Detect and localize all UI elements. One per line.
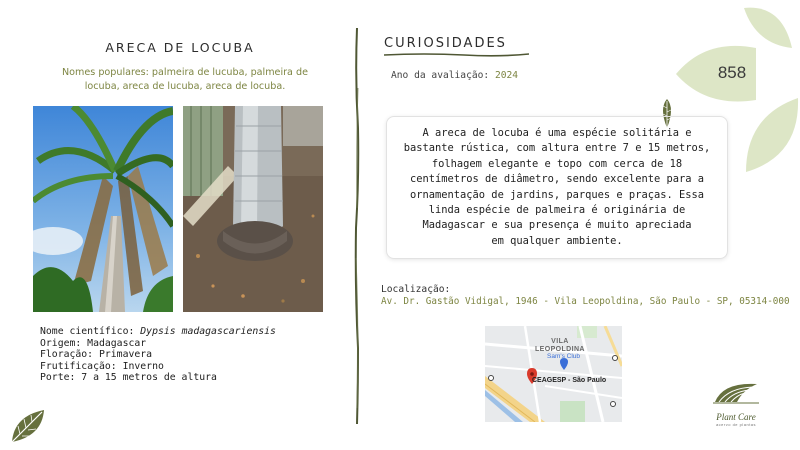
curiosity-line: em qualquer ambiente.	[491, 234, 623, 247]
title-underline	[384, 52, 529, 58]
size-row: Porte: 7 a 15 metros de altura	[40, 372, 217, 384]
map-neighborhood-line-1: VILA	[551, 338, 569, 345]
brand-block	[700, 380, 772, 427]
brand-tagline: acervo de plantas	[715, 422, 757, 427]
location-map[interactable]	[485, 326, 622, 422]
flowering-row: Floração: Primavera	[40, 349, 153, 361]
curiosity-card	[386, 116, 728, 259]
evaluation-year-value: 2024	[494, 70, 519, 81]
scientific-name-value: Dypsis madagascariensis	[140, 326, 276, 337]
map-place-label: CEAGESP - São Paulo	[532, 377, 607, 384]
location-label: Localização:	[381, 284, 451, 295]
curiosity-line: centímetros de diâmetro, sendo excelente para a	[409, 173, 705, 186]
popular-names	[40, 66, 330, 94]
curiosity-line: folhagem elegante e topo com cerca de 18	[431, 157, 683, 170]
popular-names-line-1: Nomes populares: palmeira de lucuba, palmeira de	[62, 67, 308, 78]
curiosity-text	[404, 126, 711, 249]
plant-facts	[40, 326, 276, 384]
evaluation-year	[391, 70, 518, 81]
scientific-name-label: Nome científico:	[40, 326, 135, 337]
popular-names-line-2: locuba, areca de lucuba, areca de locuba.	[84, 81, 286, 92]
location-address[interactable]: Av. Dr. Gastão Vidigal, 1946 - Vila Leopoldina, São Paulo - SP, 05314-000	[381, 296, 790, 307]
origin-row: Origem: Madagascar	[40, 337, 147, 349]
curiosity-line: A areca de locuba é uma espécie solitária e	[422, 126, 692, 139]
leaf-corner-icon	[8, 406, 48, 446]
curiosity-line: Madagascar e sua presença é muito apreciada	[422, 219, 692, 232]
column-divider	[352, 28, 362, 424]
plant-title: ARECA DE LOCUBA	[105, 40, 255, 55]
palm-trunk-photo	[183, 106, 323, 312]
brand-name: Plant Care	[716, 412, 756, 422]
fruiting-row: Frutificação: Inverno	[40, 360, 164, 372]
brand-logo-icon	[713, 380, 759, 406]
decorative-leaf-bottom	[744, 96, 800, 174]
curiosity-line: ornamentação de jardins, parques e praças. Essa	[409, 188, 705, 201]
evaluation-label: Ano da avaliação:	[391, 70, 490, 81]
map-neighborhood-label	[535, 338, 585, 354]
map-poi-label: Sam's Club	[547, 353, 581, 360]
curiosity-line: bastante rústica, com altura entre 7 e 15 metros,	[403, 142, 711, 155]
plant-number-badge: 858	[717, 63, 747, 82]
map-neighborhood-line-2: LEOPOLDINA	[535, 346, 585, 353]
section-title: CURIOSIDADES	[384, 36, 507, 51]
palm-crown-photo	[33, 106, 173, 312]
curiosity-line: linda espécie de palmeira é originária de	[428, 203, 686, 216]
scientific-name-row	[40, 326, 276, 338]
